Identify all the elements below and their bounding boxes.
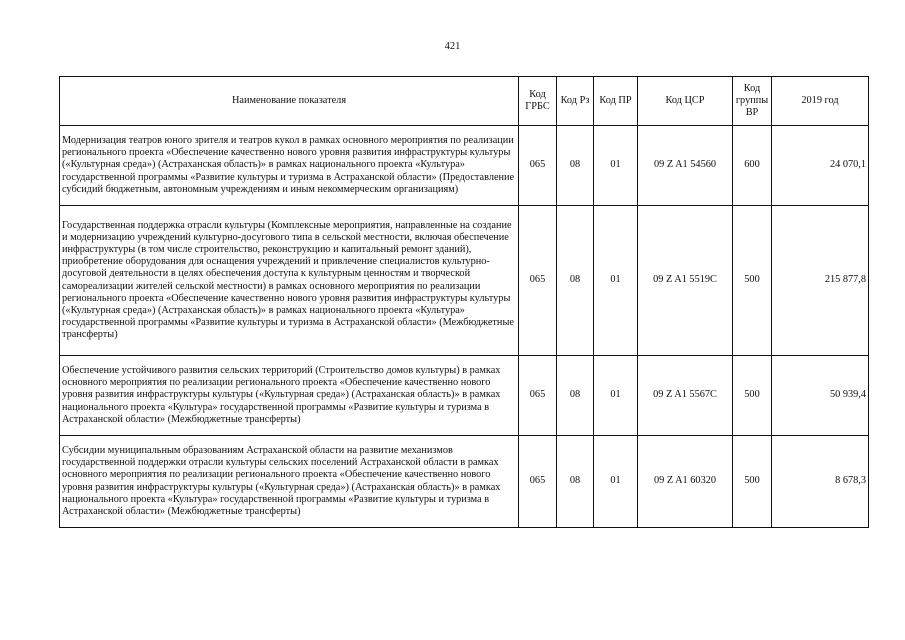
cell-vr: 500 — [733, 436, 772, 528]
table-header-row — [60, 77, 869, 126]
cell-rz: 08 — [557, 436, 594, 528]
header-grbs: Код ГРБС — [519, 77, 557, 126]
header-vr: Код группы ВР — [733, 77, 772, 126]
table-row — [60, 436, 869, 528]
table-row — [60, 206, 869, 356]
cell-vr: 500 — [733, 356, 772, 436]
cell-grbs: 065 — [519, 126, 557, 206]
budget-table — [59, 76, 869, 528]
cell-grbs: 065 — [519, 206, 557, 356]
cell-csr: 09 Z A1 5567C — [638, 356, 733, 436]
cell-vr: 600 — [733, 126, 772, 206]
cell-pr: 01 — [594, 436, 638, 528]
header-rz: Код Рз — [557, 77, 594, 126]
cell-pr: 01 — [594, 126, 638, 206]
cell-csr: 09 Z A1 60320 — [638, 436, 733, 528]
header-pr: Код ПР — [594, 77, 638, 126]
cell-amount: 215 877,8 — [772, 206, 869, 356]
cell-pr: 01 — [594, 206, 638, 356]
cell-rz: 08 — [557, 126, 594, 206]
header-name: Наименование показателя — [60, 77, 519, 126]
cell-name: Обеспечение устойчивого развития сельских территорий (Строительство домов культуры) в рамках основного мероприятия по реализации регионального проекта «Обеспечение качественно нового уровня развития инфраструктуры культуры («Культурная среда») (Астраханская область)» в рамках национального проекта «Культура» государственной программы «Развитие культуры и туризма в Астраханской области» (Межбюджетные трансферты) — [60, 356, 519, 436]
cell-name: Модернизация театров юного зрителя и театров кукол в рамках основного мероприятия по реализации регионального проекта «Обеспечение качественно нового уровня развития инфраструктуры культуры («Культурная среда») (Астраханская область)» в рамках национального проекта «Культура» государственной программы «Развитие культуры и туризма в Астраханской области» (Предоставление субсидий бюджетным, автономным учреждениям и иным некоммерческим организациям) — [60, 126, 519, 206]
table-row — [60, 356, 869, 436]
cell-amount: 8 678,3 — [772, 436, 869, 528]
cell-amount: 24 070,1 — [772, 126, 869, 206]
cell-vr: 500 — [733, 206, 772, 356]
cell-grbs: 065 — [519, 436, 557, 528]
cell-grbs: 065 — [519, 356, 557, 436]
cell-pr: 01 — [594, 356, 638, 436]
cell-csr: 09 Z A1 54560 — [638, 126, 733, 206]
cell-csr: 09 Z A1 5519C — [638, 206, 733, 356]
cell-amount: 50 939,4 — [772, 356, 869, 436]
header-year: 2019 год — [772, 77, 869, 126]
table-row — [60, 126, 869, 206]
cell-rz: 08 — [557, 206, 594, 356]
header-csr: Код ЦСР — [638, 77, 733, 126]
cell-name: Субсидии муниципальным образованиям Астраханской области на развитие механизмов государственной поддержки отрасли культуры сельских поселений Астраханской области в рамках основного мероприятия по реализации регионального проекта «Обеспечение качественно нового уровня развития инфраструктуры культуры («Культурная среда») (Астраханская область)» в рамках национального проекта «Культура» государственной программы «Развитие культуры и туризма в Астраханской области» (Межбюджетные трансферты) — [60, 436, 519, 528]
cell-rz: 08 — [557, 356, 594, 436]
cell-name: Государственная поддержка отрасли культуры (Комплексные мероприятия, направленные на создание и модернизацию учреждений культурно-досугового типа в сельской местности, включая обеспечение инфраструктуры (в том числе строительство, реконструкцию и капитальный ремонт зданий), приобретение оборудования для оснащения учреждений и привлечение специалистов культурно-досуговой деятельности в целях обеспечения доступа к культурным ценностям и творческой самореализации жителей сельской местности) в рамках основного мероприятия по реализации регионального проекта «Обеспечение качественно нового уровня развития инфраструктуры культуры («Культурная среда») (Астраханская область)» в рамках национального проекта «Культура» государственной программы «Развитие культуры и туризма в Астраханской области» (Межбюджетные трансферты) — [60, 206, 519, 356]
page-number: 421 — [444, 41, 461, 52]
